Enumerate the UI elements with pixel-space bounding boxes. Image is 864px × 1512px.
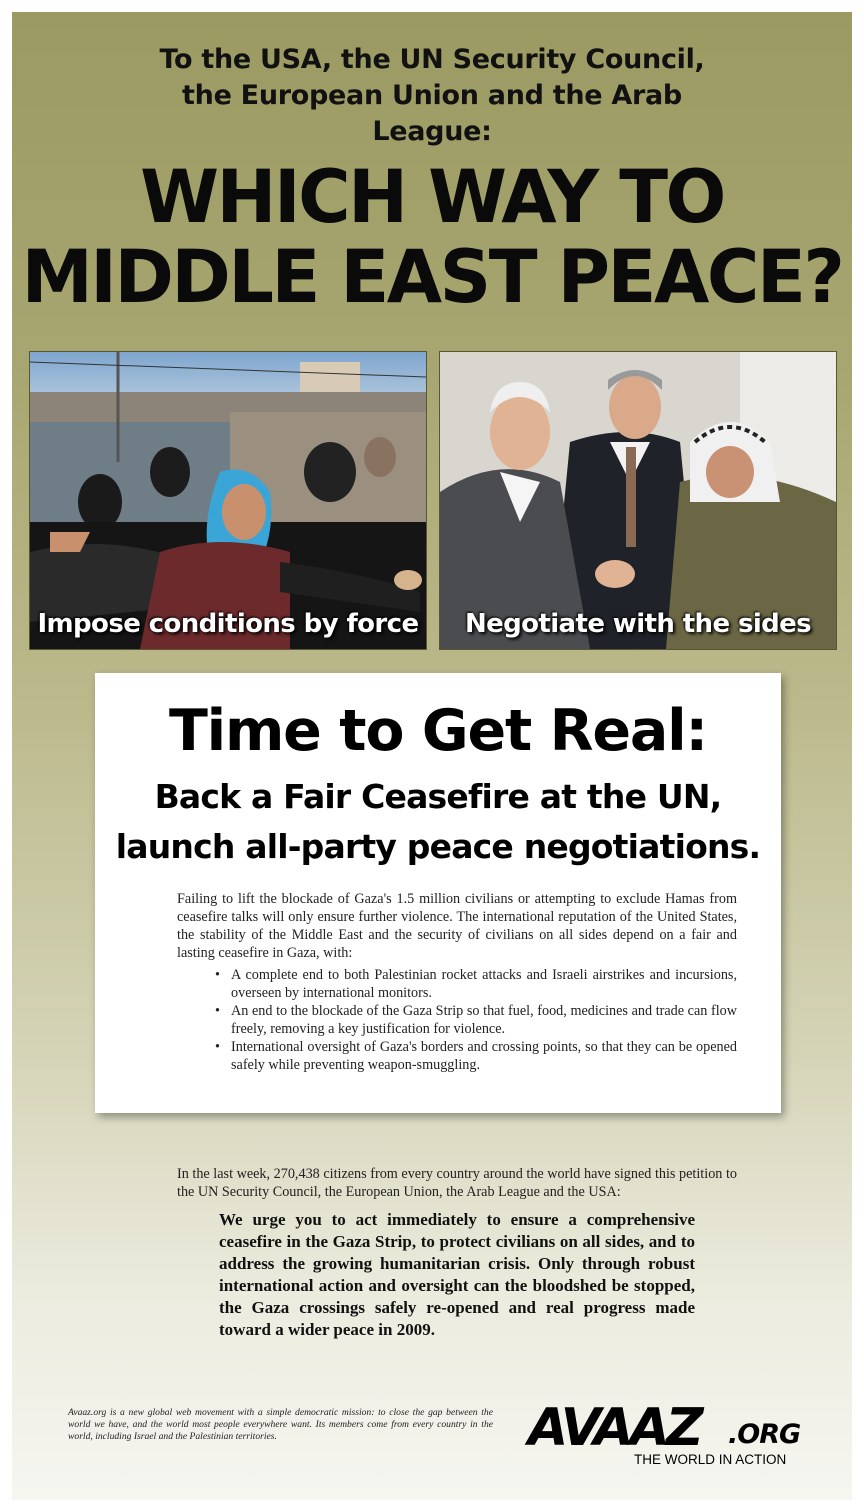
avaaz-logo bbox=[528, 1398, 808, 1478]
petition-intro: In the last week, 270,438 citizens from every country around the world have signed this petition to the UN Security Council, the European Union, the Arab League and the USA: bbox=[177, 1166, 737, 1200]
handshake-photo bbox=[439, 351, 837, 650]
card-subtitle-line-1: Back a Fair Ceasefire at the UN, bbox=[154, 777, 722, 816]
main-headline bbox=[20, 155, 843, 320]
addressee-heading bbox=[12, 42, 852, 150]
bullet-icon: • bbox=[215, 1003, 220, 1019]
bullet-icon: • bbox=[215, 967, 220, 983]
headline-line-2: MIDDLE EAST PEACE? bbox=[21, 235, 843, 320]
logo-tagline: THE WORLD IN ACTION bbox=[634, 1452, 787, 1467]
card-subtitle bbox=[95, 772, 781, 872]
protest-photo bbox=[29, 351, 427, 650]
logo-org: .ORG bbox=[728, 1419, 801, 1450]
demand-item bbox=[215, 1002, 737, 1038]
protest-photo-illustration bbox=[30, 352, 426, 649]
card-title: Time to Get Real: bbox=[168, 698, 708, 764]
demands-list bbox=[177, 966, 737, 1074]
demand-text: International oversight of Gaza's borders and crossing points, so that they can be opened safely while preventing weapon-smuggling. bbox=[231, 1039, 737, 1073]
handshake-photo-illustration bbox=[440, 352, 836, 649]
avaaz-description: Avaaz.org is a new global web movement with a simple democratic mission: to close the gap between the world we have, and the world most people everywhere want. Its members come from every country in the world, including Israel and the Palestinian territories. bbox=[68, 1407, 493, 1442]
photo-caption-right: Negotiate with the sides bbox=[464, 609, 812, 639]
card-subtitle-line-2: launch all-party peace negotiations. bbox=[115, 827, 761, 866]
headline-line-1: WHICH WAY TO bbox=[140, 155, 724, 240]
logo-wordmark: AVAAZ bbox=[528, 1398, 700, 1458]
addressee-text: To the USA, the UN Security Council, the European Union and the Arab League: bbox=[159, 44, 705, 147]
message-card bbox=[95, 673, 781, 1113]
demand-item bbox=[215, 1038, 737, 1074]
card-body bbox=[177, 890, 737, 1074]
poster bbox=[12, 12, 852, 1500]
card-body-paragraph: Failing to lift the blockade of Gaza's 1.5 million civilians or attempting to exclude Hamas from ceasefire talks will only ensure further violence. The international reputation of the United States, the stability of the Middle East and the security of civilians on all sides depend on a fair and lasting ceasefire in Gaza, with: bbox=[177, 891, 737, 961]
demand-text: An end to the blockade of the Gaza Strip so that fuel, food, medicines and trade can flow freely, removing a key justification for violence. bbox=[231, 1003, 737, 1037]
demand-item bbox=[215, 966, 737, 1002]
bullet-icon: • bbox=[215, 1039, 220, 1055]
petition-quote: We urge you to act immediately to ensure a comprehensive ceasefire in the Gaza Strip, to protect civilians on all sides, and to address the growing humanitarian crisis. Only through robust international action and oversight can the bloodshed be stopped, the Gaza crossings safely re-opened and real progress made toward a wider peace in 2009. bbox=[219, 1210, 695, 1339]
demand-text: A complete end to both Palestinian rocket attacks and Israeli airstrikes and incursions, overseen by international monitors. bbox=[231, 967, 737, 1001]
photo-caption-left: Impose conditions by force bbox=[37, 609, 419, 639]
